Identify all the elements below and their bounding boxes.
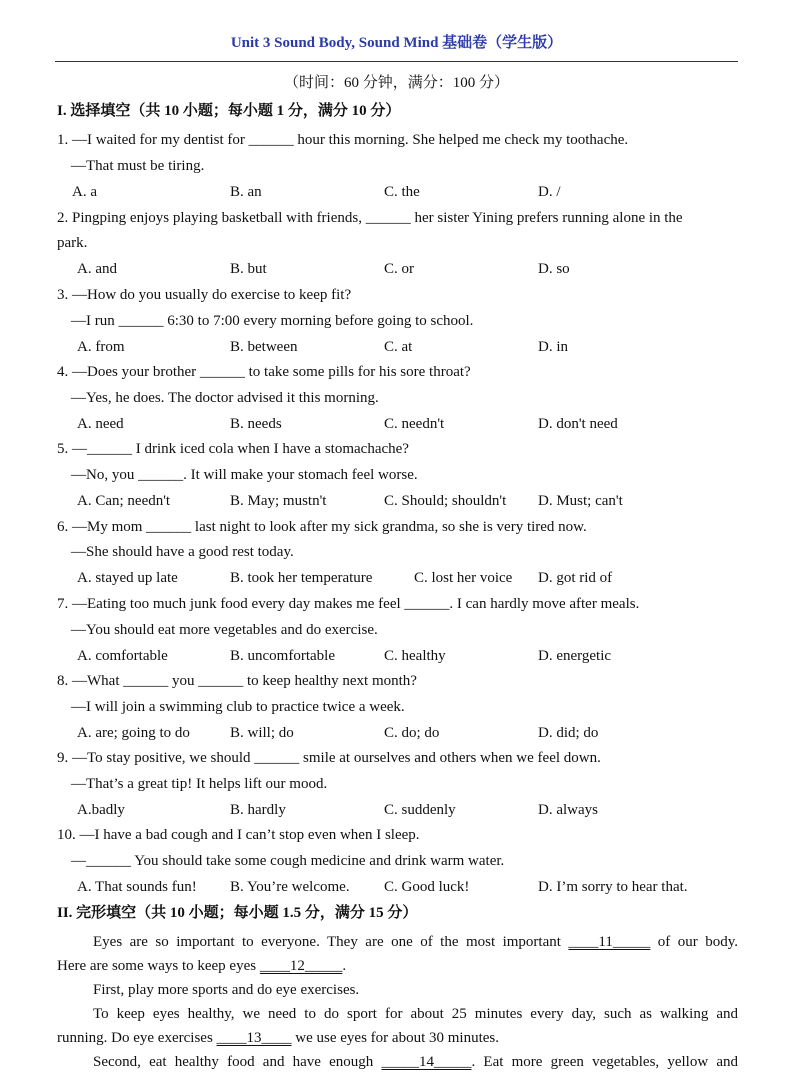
page-title: Unit 3 Sound Body, Sound Mind 基础卷（学生版） <box>230 35 563 51</box>
question-dialogue: —Yes, he does. The doctor advised it this morning. <box>71 390 379 406</box>
question-stem: 5. —______ I drink iced cola when I have a stomachache? <box>57 441 409 457</box>
passage-text: . Eat more green vegetables, yellow and <box>471 1054 739 1070</box>
option-row <box>77 800 737 820</box>
section-heading-2: II. 完形填空（共 10 小题；每小题 1.5 分，满分 15 分） <box>57 905 418 921</box>
question-stem: 9. —To stay positive, we should ______ smile at ourselves and others when we feel down. <box>57 750 601 766</box>
exam-meta: （时间：60 分钟，满分：100 分） <box>283 75 509 91</box>
question-stem: 6. —My mom ______ last night to look after my sick grandma, so she is very tired now. <box>57 519 587 535</box>
question-stem: 4. —Does your brother ______ to take some pills for his sore throat? <box>57 364 471 380</box>
option-b: B. You’re welcome. <box>230 879 350 895</box>
passage-text: running. Do eye exercises <box>57 1030 217 1046</box>
passage-text: Second, eat healthy food and have enough <box>93 1054 382 1070</box>
question-dialogue: —______ You should take some cough medicine and drink warm water. <box>71 853 505 869</box>
option-b: B. took her temperature <box>230 570 373 586</box>
option-a: A. That sounds fun! <box>77 879 197 895</box>
option-b: B. May; mustn't <box>230 493 327 509</box>
question-stem: 10. —I have a bad cough and I can’t stop even when I sleep. <box>57 827 420 843</box>
option-b: B. uncomfortable <box>230 648 335 664</box>
option-row <box>77 877 737 897</box>
option-a: A.badly <box>77 802 125 818</box>
option-a: A. stayed up late <box>77 570 178 586</box>
passage-line: First, play more sports and do eye exercises. <box>93 982 360 998</box>
section-heading-1: I. 选择填空（共 10 小题；每小题 1 分，满分 10 分） <box>57 103 401 119</box>
option-d: D. / <box>538 184 561 200</box>
question-dialogue: —No, you ______. It will make your stomach feel worse. <box>71 467 418 483</box>
option-a: A. need <box>77 416 124 432</box>
cloze-blank-11: ____11_____ <box>568 934 651 950</box>
option-row <box>77 259 737 279</box>
option-row <box>77 414 737 434</box>
option-c: C. Good luck! <box>384 879 470 895</box>
option-row <box>77 568 737 588</box>
option-d: D. I’m sorry to hear that. <box>538 879 688 895</box>
option-d: D. so <box>538 261 570 277</box>
option-c: C. do; do <box>384 725 440 741</box>
option-d: D. energetic <box>538 648 612 664</box>
question-stem: 7. —Eating too much junk food every day makes me feel ______. I can hardly move after meals. <box>57 596 640 612</box>
question-dialogue: —She should have a good rest today. <box>71 544 294 560</box>
option-d: D. in <box>538 339 568 355</box>
option-c: C. lost her voice <box>414 570 513 586</box>
option-c: C. at <box>384 339 413 355</box>
option-c: C. the <box>384 184 420 200</box>
question-dialogue: —I run ______ 6:30 to 7:00 every morning before going to school. <box>71 313 474 329</box>
cloze-blank-14: _____14_____ <box>381 1054 472 1070</box>
question-stem: 3. —How do you usually do exercise to keep fit? <box>57 287 352 303</box>
cloze-blank-12: ____12_____ <box>259 958 343 974</box>
option-row <box>77 491 737 511</box>
option-b: B. between <box>230 339 298 355</box>
passage-text: Eyes are so important to everyone. They are one of the most important <box>93 934 569 950</box>
option-b: B. will; do <box>230 725 294 741</box>
passage-text: Here are some ways to keep eyes <box>57 958 260 974</box>
cloze-blank-13: ____13____ <box>216 1030 292 1046</box>
option-row <box>77 337 737 357</box>
option-a: A. Can; needn't <box>77 493 171 509</box>
question-dialogue: —That must be tiring. <box>71 158 205 174</box>
option-d: D. got rid of <box>538 570 613 586</box>
option-a: A. from <box>77 339 125 355</box>
passage-text: of our body. <box>650 934 738 950</box>
passage-text: . <box>342 958 347 974</box>
option-b: B. an <box>230 184 262 200</box>
option-d: D. Must; can't <box>538 493 623 509</box>
passage-line <box>57 1052 738 1072</box>
option-b: B. hardly <box>230 802 286 818</box>
option-c: C. Should; shouldn't <box>384 493 507 509</box>
header-divider <box>55 61 738 62</box>
question-stem: 8. —What ______ you ______ to keep healthy next month? <box>57 673 417 689</box>
passage-line <box>57 1028 499 1048</box>
option-c: C. or <box>384 261 414 277</box>
question-dialogue: —You should eat more vegetables and do exercise. <box>71 622 378 638</box>
option-d: D. always <box>538 802 598 818</box>
option-row <box>77 646 737 666</box>
passage-text: we use eyes for about 30 minutes. <box>291 1030 499 1046</box>
option-a: A. and <box>77 261 117 277</box>
option-d: D. don't need <box>538 416 618 432</box>
passage-text: To keep eyes healthy, we need to do sport for about 25 minutes every day, such as walking and <box>93 1006 738 1022</box>
option-a: A. comfortable <box>77 648 168 664</box>
option-a: A. are; going to do <box>77 725 190 741</box>
option-row <box>77 723 737 743</box>
question-dialogue: —I will join a swimming club to practice twice a week. <box>71 699 405 715</box>
option-b: B. but <box>230 261 267 277</box>
passage-line <box>57 1004 738 1024</box>
option-c: C. needn't <box>384 416 445 432</box>
option-a: A. a <box>72 184 97 200</box>
option-b: B. needs <box>230 416 282 432</box>
option-c: C. suddenly <box>384 802 456 818</box>
question-stem-continued: park. <box>57 235 88 251</box>
question-stem: 2. Pingping enjoys playing basketball with friends, ______ her sister Yining prefers running alone in the <box>57 210 683 226</box>
passage-line <box>57 932 738 952</box>
question-stem: 1. —I waited for my dentist for ______ hour this morning. She helped me check my toothache. <box>57 132 629 148</box>
option-c: C. healthy <box>384 648 446 664</box>
option-d: D. did; do <box>538 725 599 741</box>
option-row <box>72 182 737 202</box>
passage-line <box>57 956 346 976</box>
question-dialogue: —That’s a great tip! It helps lift our mood. <box>71 776 328 792</box>
